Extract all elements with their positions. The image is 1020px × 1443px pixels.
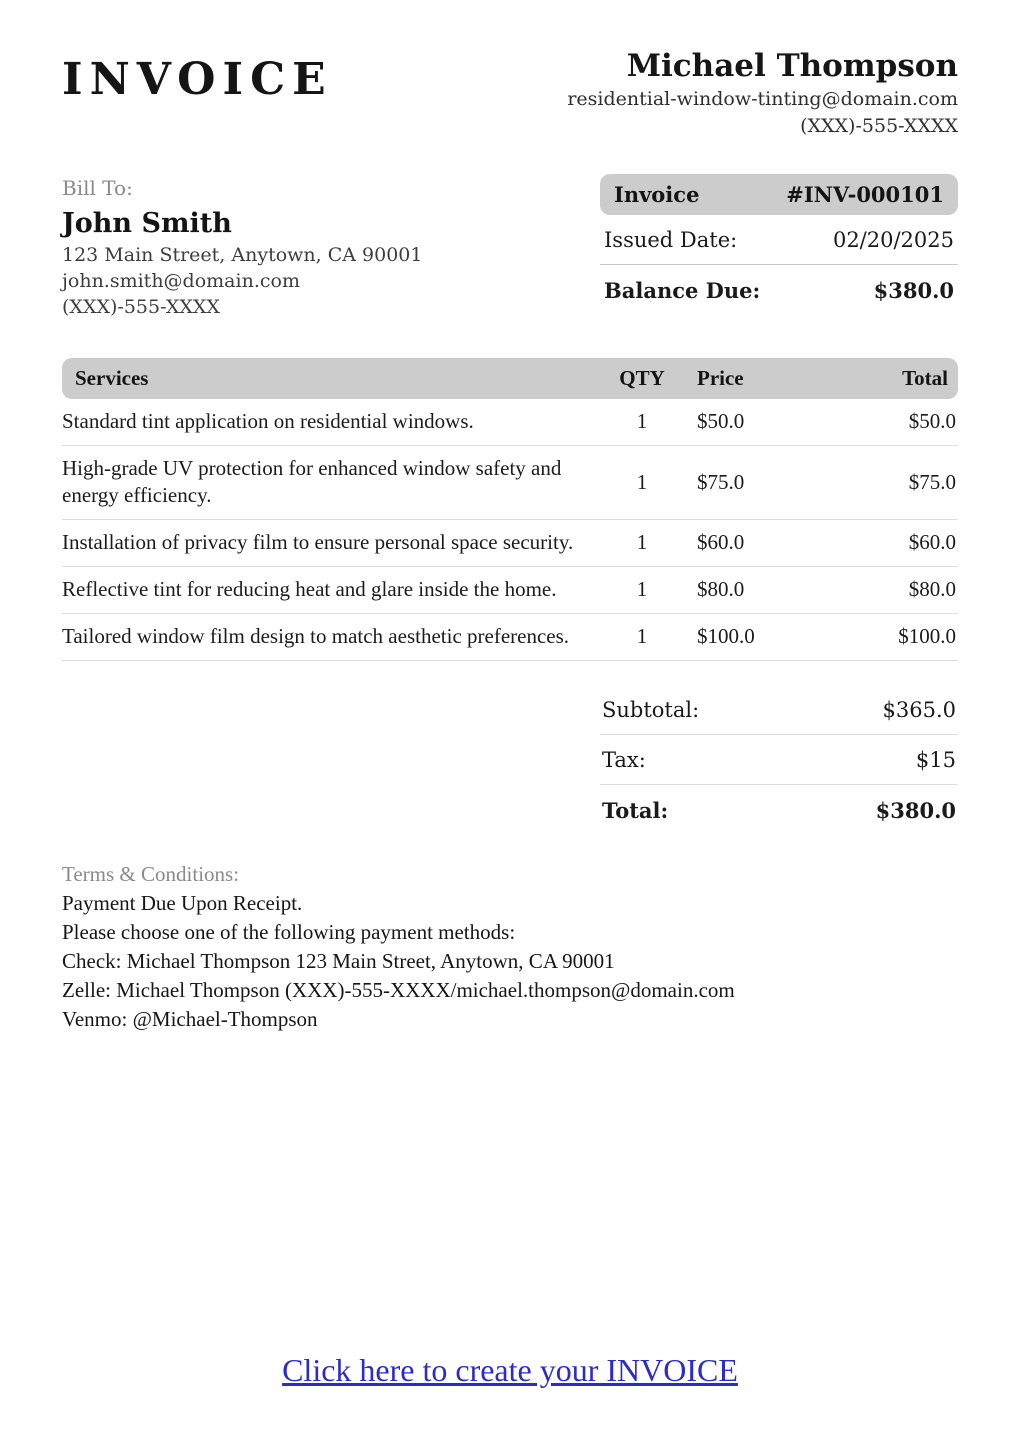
- header: [62, 46, 958, 140]
- terms-block: [62, 859, 958, 1034]
- service-qty: 1: [636, 469, 648, 494]
- col-header-price: Price: [697, 366, 744, 390]
- totals-block: [600, 685, 958, 835]
- service-total: $75.0: [908, 469, 956, 494]
- terms-line: Payment Due Upon Receipt.: [62, 891, 303, 915]
- balance-due-value: $380.0: [873, 278, 954, 303]
- service-price: $80.0: [697, 577, 745, 601]
- total-label: Total:: [602, 798, 669, 823]
- page-title: INVOICE: [62, 54, 333, 105]
- table-row: [62, 614, 958, 661]
- business-info: [567, 46, 958, 140]
- invoice-meta-header: [600, 174, 958, 215]
- service-qty: 1: [636, 624, 648, 648]
- table-row: [62, 399, 958, 446]
- issued-date-value: 02/20/2025: [832, 228, 954, 252]
- terms-line: Check: Michael Thompson 123 Main Street, Anytown, CA 90001: [62, 949, 615, 973]
- customer-phone: (XXX)-555-XXXX: [62, 296, 220, 318]
- invoice-number: #INV-000101: [786, 182, 944, 207]
- service-total: $80.0: [908, 577, 956, 601]
- service-price: $60.0: [697, 530, 745, 554]
- service-price: $75.0: [697, 469, 745, 494]
- service-total: $60.0: [908, 530, 956, 554]
- service-description: Installation of privacy film to ensure personal space security.: [62, 530, 574, 554]
- service-qty: 1: [636, 577, 648, 601]
- tax-label: Tax:: [602, 748, 646, 772]
- table-row: [62, 446, 958, 520]
- bill-to-block: [62, 174, 422, 320]
- issued-date-label: Issued Date:: [604, 228, 738, 252]
- footer: [0, 1352, 1020, 1389]
- terms-label: Terms & Conditions:: [62, 862, 240, 886]
- service-description: Tailored window film design to match aesthetic preferences.: [62, 624, 570, 648]
- subtotal-row: [600, 685, 958, 735]
- subtotal-value: $365.0: [882, 698, 956, 722]
- terms-line: Zelle: Michael Thompson (XXX)-555-XXXX/michael.thompson@domain.com: [62, 978, 735, 1002]
- bill-to-label: Bill To:: [62, 176, 133, 200]
- table-row: [62, 567, 958, 614]
- customer-name: John Smith: [62, 208, 232, 239]
- create-invoice-link[interactable]: Click here to create your INVOICE: [282, 1352, 738, 1388]
- table-row: [62, 520, 958, 567]
- issued-date-row: [600, 215, 958, 265]
- col-header-services: Services: [75, 366, 149, 390]
- business-email: residential-window-tinting@domain.com: [567, 88, 958, 110]
- total-value: $380.0: [875, 798, 956, 823]
- invoice-label: Invoice: [614, 182, 700, 207]
- services-table: [62, 358, 958, 661]
- service-total: $50.0: [908, 409, 956, 433]
- tax-row: [600, 735, 958, 785]
- tax-value: $15: [915, 748, 956, 772]
- service-description: Standard tint application on residential windows.: [62, 409, 474, 433]
- service-price: $100.0: [697, 624, 755, 648]
- col-header-qty: QTY: [619, 366, 665, 390]
- balance-due-label: Balance Due:: [604, 278, 761, 303]
- balance-due-row: [600, 265, 958, 315]
- service-total: $100.0: [898, 624, 956, 648]
- service-qty: 1: [636, 530, 648, 554]
- col-header-total: Total: [902, 366, 948, 390]
- business-phone: (XXX)-555-XXXX: [800, 115, 958, 137]
- service-price: $50.0: [697, 409, 745, 433]
- subtotal-label: Subtotal:: [602, 698, 700, 722]
- service-qty: 1: [636, 409, 648, 433]
- customer-email: john.smith@domain.com: [62, 270, 300, 292]
- service-description: Reflective tint for reducing heat and glare inside the home.: [62, 577, 557, 601]
- services-table-header: [62, 358, 958, 399]
- terms-line: Venmo: @Michael-Thompson: [62, 1007, 318, 1031]
- invoice-meta-block: [600, 174, 958, 320]
- terms-line: Please choose one of the following payment methods:: [62, 920, 516, 944]
- customer-address: 123 Main Street, Anytown, CA 90001: [62, 244, 423, 266]
- service-description: High-grade UV protection for enhanced window safety and energy efficiency.: [62, 456, 562, 507]
- billing-section: [62, 174, 958, 320]
- total-row: [600, 785, 958, 835]
- business-name: Michael Thompson: [626, 48, 958, 84]
